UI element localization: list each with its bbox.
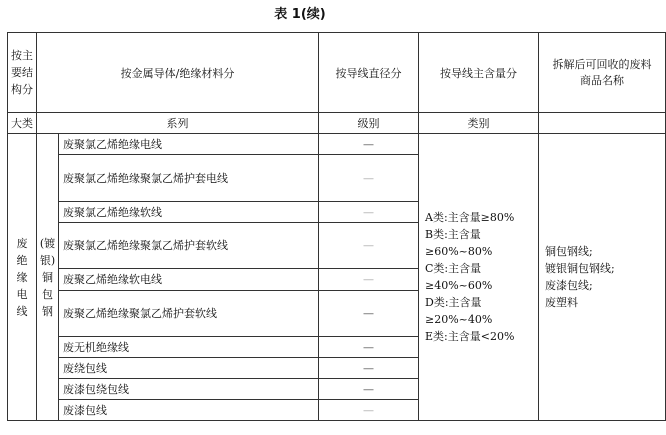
header-structure: 按主要结构分	[8, 33, 37, 113]
grade-cell: —	[319, 202, 419, 223]
series-cell: 废聚氯乙烯绝缘电线	[59, 134, 319, 155]
series-cell: 废聚氯乙烯绝缘软线	[59, 202, 319, 223]
series-cell: 废聚乙烯绝缘聚氯乙烯护套软线	[59, 291, 319, 337]
grade-cell: —	[319, 134, 419, 155]
header-row	[8, 33, 666, 113]
grade-cell: —	[319, 269, 419, 291]
subheader-row	[8, 113, 666, 134]
header-content: 按导线主含量分	[419, 33, 539, 113]
grade-cell: —	[319, 155, 419, 202]
grade-cell: —	[319, 337, 419, 358]
grade-cell: —	[319, 379, 419, 400]
series-cell: 废聚氯乙烯绝缘聚氯乙烯护套电线	[59, 155, 319, 202]
classification-table	[7, 32, 666, 421]
table-row	[8, 134, 666, 155]
grade-cell: —	[319, 291, 419, 337]
category-cell: A类:主含量≥80% B类:主含量≥60%~80% C类:主含量≥40%~60% D类:主含量≥20%~40% E类:主含量<20%	[419, 134, 539, 421]
subclass-cell	[37, 134, 59, 421]
series-cell: 废聚乙烯绝缘软电线	[59, 269, 319, 291]
series-cell: 废绕包线	[59, 358, 319, 379]
subclass-name: 铜包钢	[42, 270, 53, 318]
series-cell: 废无机绝缘线	[59, 337, 319, 358]
series-cell: 废漆包线	[59, 400, 319, 421]
series-cell: 废聚氯乙烯绝缘聚氯乙烯护套软线	[59, 223, 319, 269]
major-class-cell: 废绝缘电线	[8, 134, 37, 421]
recyclables-cell: 铜包钢线; 镀银铜包钢线; 废漆包线; 废塑料	[539, 134, 666, 421]
grade-cell: —	[319, 223, 419, 269]
subheader-major-class: 大类	[8, 113, 37, 134]
subheader-empty	[539, 113, 666, 134]
grade-cell: —	[319, 400, 419, 421]
header-diameter: 按导线直径分	[319, 33, 419, 113]
series-cell: 废漆包绕包线	[59, 379, 319, 400]
subclass-paren: (镀银)	[39, 236, 56, 267]
table-title: 表 1(续)	[274, 7, 326, 22]
subheader-category: 类别	[419, 113, 539, 134]
subheader-grade: 级别	[319, 113, 419, 134]
header-material: 按金属导体/绝缘材料分	[37, 33, 319, 113]
header-recyclable: 拆解后可回收的废料商品名称	[539, 33, 666, 113]
subheader-series: 系列	[37, 113, 319, 134]
grade-cell: —	[319, 358, 419, 379]
